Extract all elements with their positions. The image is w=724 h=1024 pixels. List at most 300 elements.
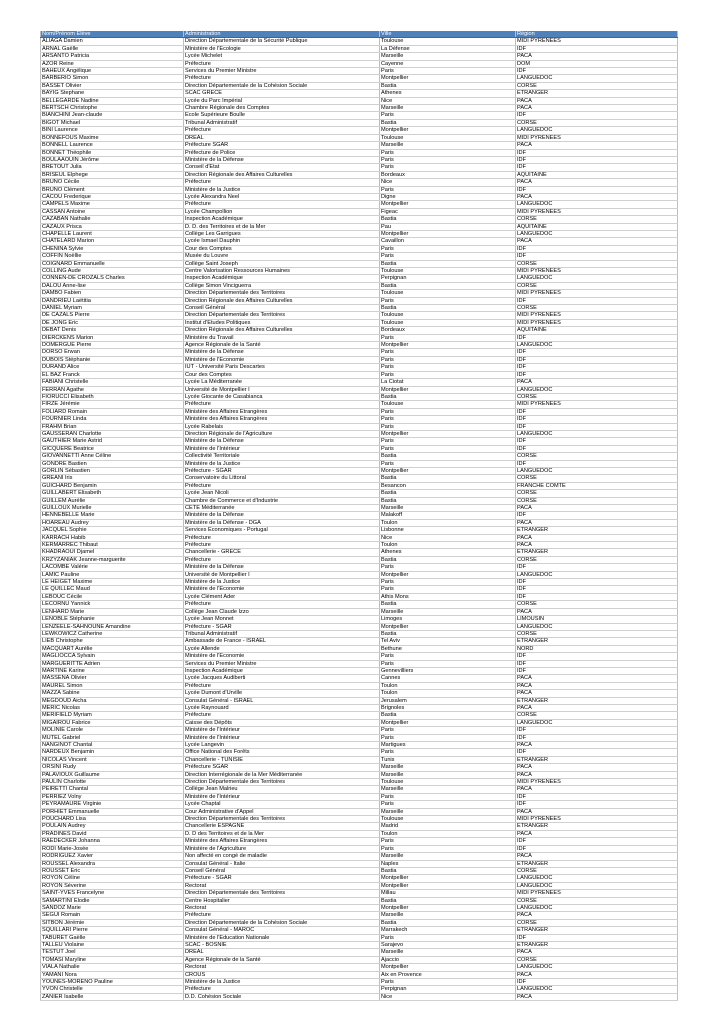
cell-region: FRANCHE COMTE — [516, 482, 678, 489]
table-row — [41, 312, 678, 319]
cell-student-name: PORHIET Emmanuelle — [41, 808, 184, 815]
table-row — [41, 860, 678, 867]
table-row — [41, 401, 678, 408]
cell-administration: Lycée Langevin — [184, 742, 380, 749]
cell-administration: Préfecture — [184, 534, 380, 541]
cell-student-name: BRUNO Clément — [41, 186, 184, 193]
cell-student-name: ORSINI Rudy — [41, 764, 184, 771]
cell-region: IDF — [516, 245, 678, 252]
table-row — [41, 771, 678, 778]
cell-region: ETRANGER — [516, 549, 678, 556]
cell-city: Millau — [380, 890, 516, 897]
table-row — [41, 786, 678, 793]
cell-region: PACA — [516, 853, 678, 860]
cell-city: Paris — [380, 979, 516, 986]
table-row — [41, 164, 678, 171]
cell-administration: Direction Régionale des Affaires Culturelles — [184, 297, 380, 304]
cell-administration: Lycée La Méditerranée — [184, 379, 380, 386]
table-row — [41, 416, 678, 423]
cell-city: Paris — [380, 68, 516, 75]
cell-city: Paris — [380, 749, 516, 756]
cell-administration: Direction Départementale des Territoires — [184, 890, 380, 897]
table-row — [41, 712, 678, 719]
cell-administration: Ministère de la Défense — [184, 349, 380, 356]
cell-region: IDF — [516, 460, 678, 467]
cell-city: Perpignan — [380, 275, 516, 282]
cell-student-name: FRAHM Brian — [41, 423, 184, 430]
cell-administration: Préfecture SGAR — [184, 142, 380, 149]
cell-student-name: SAINT-YVES Francelyne — [41, 890, 184, 897]
cell-student-name: LIEB Christophe — [41, 638, 184, 645]
table-row — [41, 742, 678, 749]
cell-city: Marseille — [380, 771, 516, 778]
table-row — [41, 601, 678, 608]
cell-student-name: GUILLABERT Elisabeth — [41, 490, 184, 497]
cell-region: IDF — [516, 734, 678, 741]
cell-region: MIDI PYRENEES — [516, 816, 678, 823]
cell-administration: D. D. des Territoires et de la Mer — [184, 223, 380, 230]
cell-administration: DREAL — [184, 949, 380, 956]
cell-region: IDF — [516, 653, 678, 660]
cell-student-name: GUILLOUX Murielle — [41, 505, 184, 512]
cell-student-name: PERRIEZ Volny — [41, 793, 184, 800]
cell-city: Digne — [380, 193, 516, 200]
cell-region: IDF — [516, 579, 678, 586]
cell-city: Bastia — [380, 556, 516, 563]
cell-city: Bastia — [380, 119, 516, 126]
table-row — [41, 408, 678, 415]
cell-city: La Ciotat — [380, 379, 516, 386]
cell-administration: Ministère de la Défense — [184, 564, 380, 571]
cell-region: IDF — [516, 438, 678, 445]
table-row — [41, 882, 678, 889]
cell-city: Montpellier — [380, 201, 516, 208]
cell-region: IDF — [516, 156, 678, 163]
cell-administration: Lycée Chaptal — [184, 801, 380, 808]
cell-region: CORSE — [516, 630, 678, 637]
table-row — [41, 282, 678, 289]
cell-city: Montpellier — [380, 904, 516, 911]
cell-administration: Lycée Allende — [184, 645, 380, 652]
cell-region: ETRANGER — [516, 927, 678, 934]
cell-region: ETRANGER — [516, 823, 678, 830]
cell-student-name: YVON Christelle — [41, 986, 184, 993]
cell-city: Paris — [380, 416, 516, 423]
table-row — [41, 393, 678, 400]
cell-region: PACA — [516, 608, 678, 615]
table-row — [41, 853, 678, 860]
cell-student-name: PALAVIOUX Guillaume — [41, 771, 184, 778]
table-row — [41, 260, 678, 267]
cell-city: Paris — [380, 653, 516, 660]
cell-city: Toulouse — [380, 816, 516, 823]
cell-city: Malakoff — [380, 512, 516, 519]
cell-region: PACA — [516, 682, 678, 689]
cell-administration: Direction Régionale de l'Agriculture — [184, 430, 380, 437]
table-row — [41, 897, 678, 904]
cell-student-name: GUILLEM Aurélie — [41, 497, 184, 504]
cell-administration: D. D des Territoires et de la Mer — [184, 830, 380, 837]
cell-region: IDF — [516, 371, 678, 378]
cell-city: Bastia — [380, 490, 516, 497]
cell-administration: DREAL — [184, 134, 380, 141]
cell-student-name: SEGUI Romain — [41, 912, 184, 919]
cell-student-name: CHAPELLE Laurent — [41, 230, 184, 237]
cell-administration: Préfecture — [184, 712, 380, 719]
table-row — [41, 638, 678, 645]
table-row — [41, 342, 678, 349]
table-row — [41, 223, 678, 230]
cell-administration: Conservatoire du Littoral — [184, 475, 380, 482]
cell-region: IDF — [516, 334, 678, 341]
cell-region: IDF — [516, 445, 678, 452]
cell-city: Paris — [380, 356, 516, 363]
cell-region: IDF — [516, 164, 678, 171]
cell-city: Marseille — [380, 853, 516, 860]
cell-student-name: TOMASI Maryline — [41, 956, 184, 963]
cell-city: Toulouse — [380, 268, 516, 275]
cell-city: Limoges — [380, 616, 516, 623]
table-row — [41, 949, 678, 956]
cell-student-name: MAUREL Simon — [41, 682, 184, 689]
cell-student-name: LE HEIGET Maxime — [41, 579, 184, 586]
cell-city: Bastia — [380, 630, 516, 637]
cell-student-name: ROUSSET Eric — [41, 867, 184, 874]
table-row — [41, 593, 678, 600]
cell-city: Toulouse — [380, 290, 516, 297]
cell-region: PACA — [516, 193, 678, 200]
cell-administration: Préfecture — [184, 75, 380, 82]
cell-administration: Préfecture de Police — [184, 149, 380, 156]
table-row — [41, 793, 678, 800]
cell-city: Toulouse — [380, 312, 516, 319]
table-row — [41, 216, 678, 223]
cell-administration: Préfecture SGAR — [184, 764, 380, 771]
cell-student-name: MERIC Nicolas — [41, 704, 184, 711]
cell-administration: Lycée Jean Nicoli — [184, 490, 380, 497]
cell-region: PACA — [516, 808, 678, 815]
cell-city: Toulon — [380, 682, 516, 689]
cell-city: Bastia — [380, 260, 516, 267]
cell-region: IDF — [516, 934, 678, 941]
table-row — [41, 875, 678, 882]
cell-administration: Chambre de Commerce et d'Industrie — [184, 497, 380, 504]
cell-region: PACA — [516, 830, 678, 837]
table-header-row — [41, 31, 678, 38]
cell-administration: Cour Administrative d'Appel — [184, 808, 380, 815]
table-row — [41, 201, 678, 208]
cell-administration: Ministère des Affaires Etrangères — [184, 838, 380, 845]
cell-student-name: YOUNES-MORENO Pauline — [41, 979, 184, 986]
cell-city: Montpellier — [380, 127, 516, 134]
cell-city: Bastia — [380, 305, 516, 312]
cell-region: PACA — [516, 993, 678, 1000]
table-row — [41, 297, 678, 304]
cell-student-name: LENZEELE-SAHNOUNE Amandine — [41, 623, 184, 630]
table-row — [41, 986, 678, 993]
cell-city: Montpellier — [380, 342, 516, 349]
cell-region: AQUITAINE — [516, 223, 678, 230]
cell-city: Montpellier — [380, 719, 516, 726]
cell-student-name: POUCHARD Lisa — [41, 816, 184, 823]
cell-city: Bastia — [380, 393, 516, 400]
cell-administration: Préfecture — [184, 556, 380, 563]
table-row — [41, 719, 678, 726]
cell-student-name: MARTINE Karine — [41, 667, 184, 674]
cell-administration: Collège Simon Vinciguerra — [184, 282, 380, 289]
cell-administration: Consulat Général - MAROC — [184, 927, 380, 934]
cell-student-name: CAMPELS Maxime — [41, 201, 184, 208]
cell-administration: Ministère de l'Intérieur — [184, 734, 380, 741]
cell-city: Bethune — [380, 645, 516, 652]
student-assignment-table-container — [40, 31, 677, 1001]
cell-city: Paris — [380, 793, 516, 800]
cell-student-name: EL BAZ Franck — [41, 371, 184, 378]
cell-city: Bastia — [380, 216, 516, 223]
table-row — [41, 386, 678, 393]
cell-city: Paris — [380, 253, 516, 260]
table-row — [41, 356, 678, 363]
cell-student-name: PEIRETTI Chantal — [41, 786, 184, 793]
cell-region: DOM — [516, 60, 678, 67]
table-row — [41, 438, 678, 445]
table-row — [41, 445, 678, 452]
cell-region: PACA — [516, 519, 678, 526]
cell-student-name: CACOU Frederique — [41, 193, 184, 200]
cell-administration: Ministère de l'Economie — [184, 356, 380, 363]
cell-administration: Services du Premier Ministre — [184, 68, 380, 75]
table-row — [41, 512, 678, 519]
cell-city: Marseille — [380, 912, 516, 919]
cell-administration: Inspection Académique — [184, 667, 380, 674]
cell-city: Bastia — [380, 82, 516, 89]
cell-administration: Préfecture — [184, 401, 380, 408]
cell-region: CORSE — [516, 490, 678, 497]
cell-administration: Lycée Clément Ader — [184, 593, 380, 600]
cell-student-name: LENOBLE Stéphanie — [41, 616, 184, 623]
table-row — [41, 497, 678, 504]
cell-student-name: CONNEN-DE CROZALS Charles — [41, 275, 184, 282]
cell-region: LANGUEDOC — [516, 964, 678, 971]
cell-student-name: GONDRE Bastien — [41, 460, 184, 467]
cell-student-name: BONNELL Laurence — [41, 142, 184, 149]
cell-city: Paris — [380, 586, 516, 593]
cell-city: Paris — [380, 727, 516, 734]
cell-student-name: BRETOUT Julia — [41, 164, 184, 171]
cell-student-name: COLLING Aude — [41, 268, 184, 275]
cell-city: Paris — [380, 838, 516, 845]
cell-city: Toulouse — [380, 779, 516, 786]
table-row — [41, 179, 678, 186]
cell-region: CORSE — [516, 305, 678, 312]
cell-administration: Ministère de la Justice — [184, 579, 380, 586]
cell-city: Nice — [380, 993, 516, 1000]
table-row — [41, 208, 678, 215]
cell-administration: Centre Valorisation Ressources Humaines — [184, 268, 380, 275]
table-row — [41, 245, 678, 252]
cell-city: Cayenne — [380, 60, 516, 67]
cell-region: IDF — [516, 793, 678, 800]
cell-student-name: MEGDOUD Aicha — [41, 697, 184, 704]
cell-city: Nice — [380, 97, 516, 104]
table-row — [41, 230, 678, 237]
table-row — [41, 186, 678, 193]
table-row — [41, 53, 678, 60]
cell-region: LANGUEDOC — [516, 986, 678, 993]
cell-city: Paris — [380, 460, 516, 467]
cell-city: Paris — [380, 364, 516, 371]
cell-administration: CROUS — [184, 971, 380, 978]
cell-region: IDF — [516, 364, 678, 371]
cell-administration: Préfecture — [184, 601, 380, 608]
cell-city: Bastia — [380, 867, 516, 874]
cell-administration: Préfecture — [184, 60, 380, 67]
table-row — [41, 60, 678, 67]
table-row — [41, 519, 678, 526]
table-row — [41, 505, 678, 512]
cell-region: MIDI PYRENEES — [516, 779, 678, 786]
table-row — [41, 586, 678, 593]
cell-student-name: ROYON Céline — [41, 875, 184, 882]
cell-administration: Conseil Général — [184, 867, 380, 874]
cell-administration: Direction Départementale de la Cohésion Sociale — [184, 82, 380, 89]
table-row — [41, 38, 678, 45]
cell-administration: Ministère de la Défense — [184, 438, 380, 445]
cell-student-name: BAYIG Stephane — [41, 90, 184, 97]
cell-city: Paris — [380, 423, 516, 430]
cell-region: MIDI PYRENEES — [516, 401, 678, 408]
cell-region: PACA — [516, 53, 678, 60]
cell-administration: Direction Interrégionale de la Mer Méditerranée — [184, 771, 380, 778]
table-row — [41, 45, 678, 52]
cell-city: Bastia — [380, 919, 516, 926]
table-row — [41, 564, 678, 571]
cell-administration: Ministère de la Justice — [184, 979, 380, 986]
cell-student-name: CHENINA Sylvie — [41, 245, 184, 252]
cell-student-name: FABIANI Christelle — [41, 379, 184, 386]
cell-city: Cannes — [380, 675, 516, 682]
cell-city: Paris — [380, 845, 516, 852]
cell-region: PACA — [516, 764, 678, 771]
table-row — [41, 734, 678, 741]
cell-administration: Préfecture — [184, 127, 380, 134]
table-row — [41, 90, 678, 97]
cell-student-name: KARRACH Habib — [41, 534, 184, 541]
cell-student-name: LEBOUC Cécile — [41, 593, 184, 600]
cell-student-name: MERIFIELD Myriam — [41, 712, 184, 719]
cell-student-name: DEBAT Denis — [41, 327, 184, 334]
cell-region: IDF — [516, 512, 678, 519]
cell-city: Pau — [380, 223, 516, 230]
cell-city: Madrid — [380, 823, 516, 830]
cell-student-name: TALLEU Violaine — [41, 941, 184, 948]
cell-student-name: DAMBO Fabien — [41, 290, 184, 297]
table-row — [41, 349, 678, 356]
cell-administration: Rectorat — [184, 904, 380, 911]
table-row — [41, 808, 678, 815]
cell-student-name: BIGOT Michael — [41, 119, 184, 126]
cell-city: Montpellier — [380, 386, 516, 393]
table-row — [41, 268, 678, 275]
cell-region: MIDI PYRENEES — [516, 134, 678, 141]
cell-student-name: BOULAAOUIN Jérôme — [41, 156, 184, 163]
cell-city: Paris — [380, 334, 516, 341]
cell-administration: Préfecture — [184, 912, 380, 919]
cell-region: AQUITAINE — [516, 327, 678, 334]
cell-student-name: PRADINES David — [41, 830, 184, 837]
cell-administration: Direction Régionale des Affaires Culturelles — [184, 327, 380, 334]
cell-administration: Direction Départementale des Territoires — [184, 290, 380, 297]
table-row — [41, 75, 678, 82]
cell-student-name: RODRIGUEZ Xavier — [41, 853, 184, 860]
cell-administration: SCAC GRECE — [184, 90, 380, 97]
cell-administration: Direction Départementale des Territoires — [184, 816, 380, 823]
cell-student-name: YAMANI Nora — [41, 971, 184, 978]
table-row — [41, 823, 678, 830]
cell-city: Jerusalem — [380, 697, 516, 704]
cell-administration: Consulat Général - ISRAEL — [184, 697, 380, 704]
table-row — [41, 549, 678, 556]
cell-student-name: DUBOIS Stéphanie — [41, 356, 184, 363]
cell-region: IDF — [516, 356, 678, 363]
cell-region: IDF — [516, 593, 678, 600]
cell-student-name: DE CAZALS Pierre — [41, 312, 184, 319]
cell-region: IDF — [516, 68, 678, 75]
cell-region: LANGUEDOC — [516, 127, 678, 134]
table-row — [41, 453, 678, 460]
cell-student-name: CAZABAN Nathalie — [41, 216, 184, 223]
cell-administration: Lycée Alexandra Neel — [184, 193, 380, 200]
table-row — [41, 845, 678, 852]
cell-administration: Ministère de la Justice — [184, 186, 380, 193]
cell-region: CORSE — [516, 393, 678, 400]
cell-region: LANGUEDOC — [516, 882, 678, 889]
table-row — [41, 253, 678, 260]
cell-region: IDF — [516, 423, 678, 430]
cell-region: IDF — [516, 660, 678, 667]
cell-region: PACA — [516, 105, 678, 112]
table-row — [41, 193, 678, 200]
cell-student-name: BONNET Théophile — [41, 149, 184, 156]
cell-student-name: SITBON Jérémie — [41, 919, 184, 926]
cell-region: ETRANGER — [516, 90, 678, 97]
cell-region: LANGUEDOC — [516, 75, 678, 82]
cell-administration: Ministère de l'Intérieur — [184, 793, 380, 800]
cell-city: Aix en Provence — [380, 971, 516, 978]
cell-student-name: LAMIC Pauline — [41, 571, 184, 578]
table-row — [41, 682, 678, 689]
cell-city: Toulon — [380, 830, 516, 837]
cell-administration: Université de Montpellier I — [184, 571, 380, 578]
table-row — [41, 667, 678, 674]
cell-region: CORSE — [516, 601, 678, 608]
table-row — [41, 334, 678, 341]
table-row — [41, 371, 678, 378]
cell-region: LANGUEDOC — [516, 201, 678, 208]
cell-city: Marseille — [380, 142, 516, 149]
cell-region: PACA — [516, 505, 678, 512]
cell-city: Montpellier — [380, 430, 516, 437]
cell-city: Montpellier — [380, 875, 516, 882]
cell-student-name: DE JONG Eric — [41, 319, 184, 326]
cell-city: Sarajevo — [380, 941, 516, 948]
cell-region: CORSE — [516, 475, 678, 482]
cell-administration: Cour des Comptes — [184, 245, 380, 252]
cell-administration: Ministère de la Défense — [184, 512, 380, 519]
table-row — [41, 645, 678, 652]
cell-administration: Rectorat — [184, 964, 380, 971]
cell-region: MIDI PYRENEES — [516, 312, 678, 319]
